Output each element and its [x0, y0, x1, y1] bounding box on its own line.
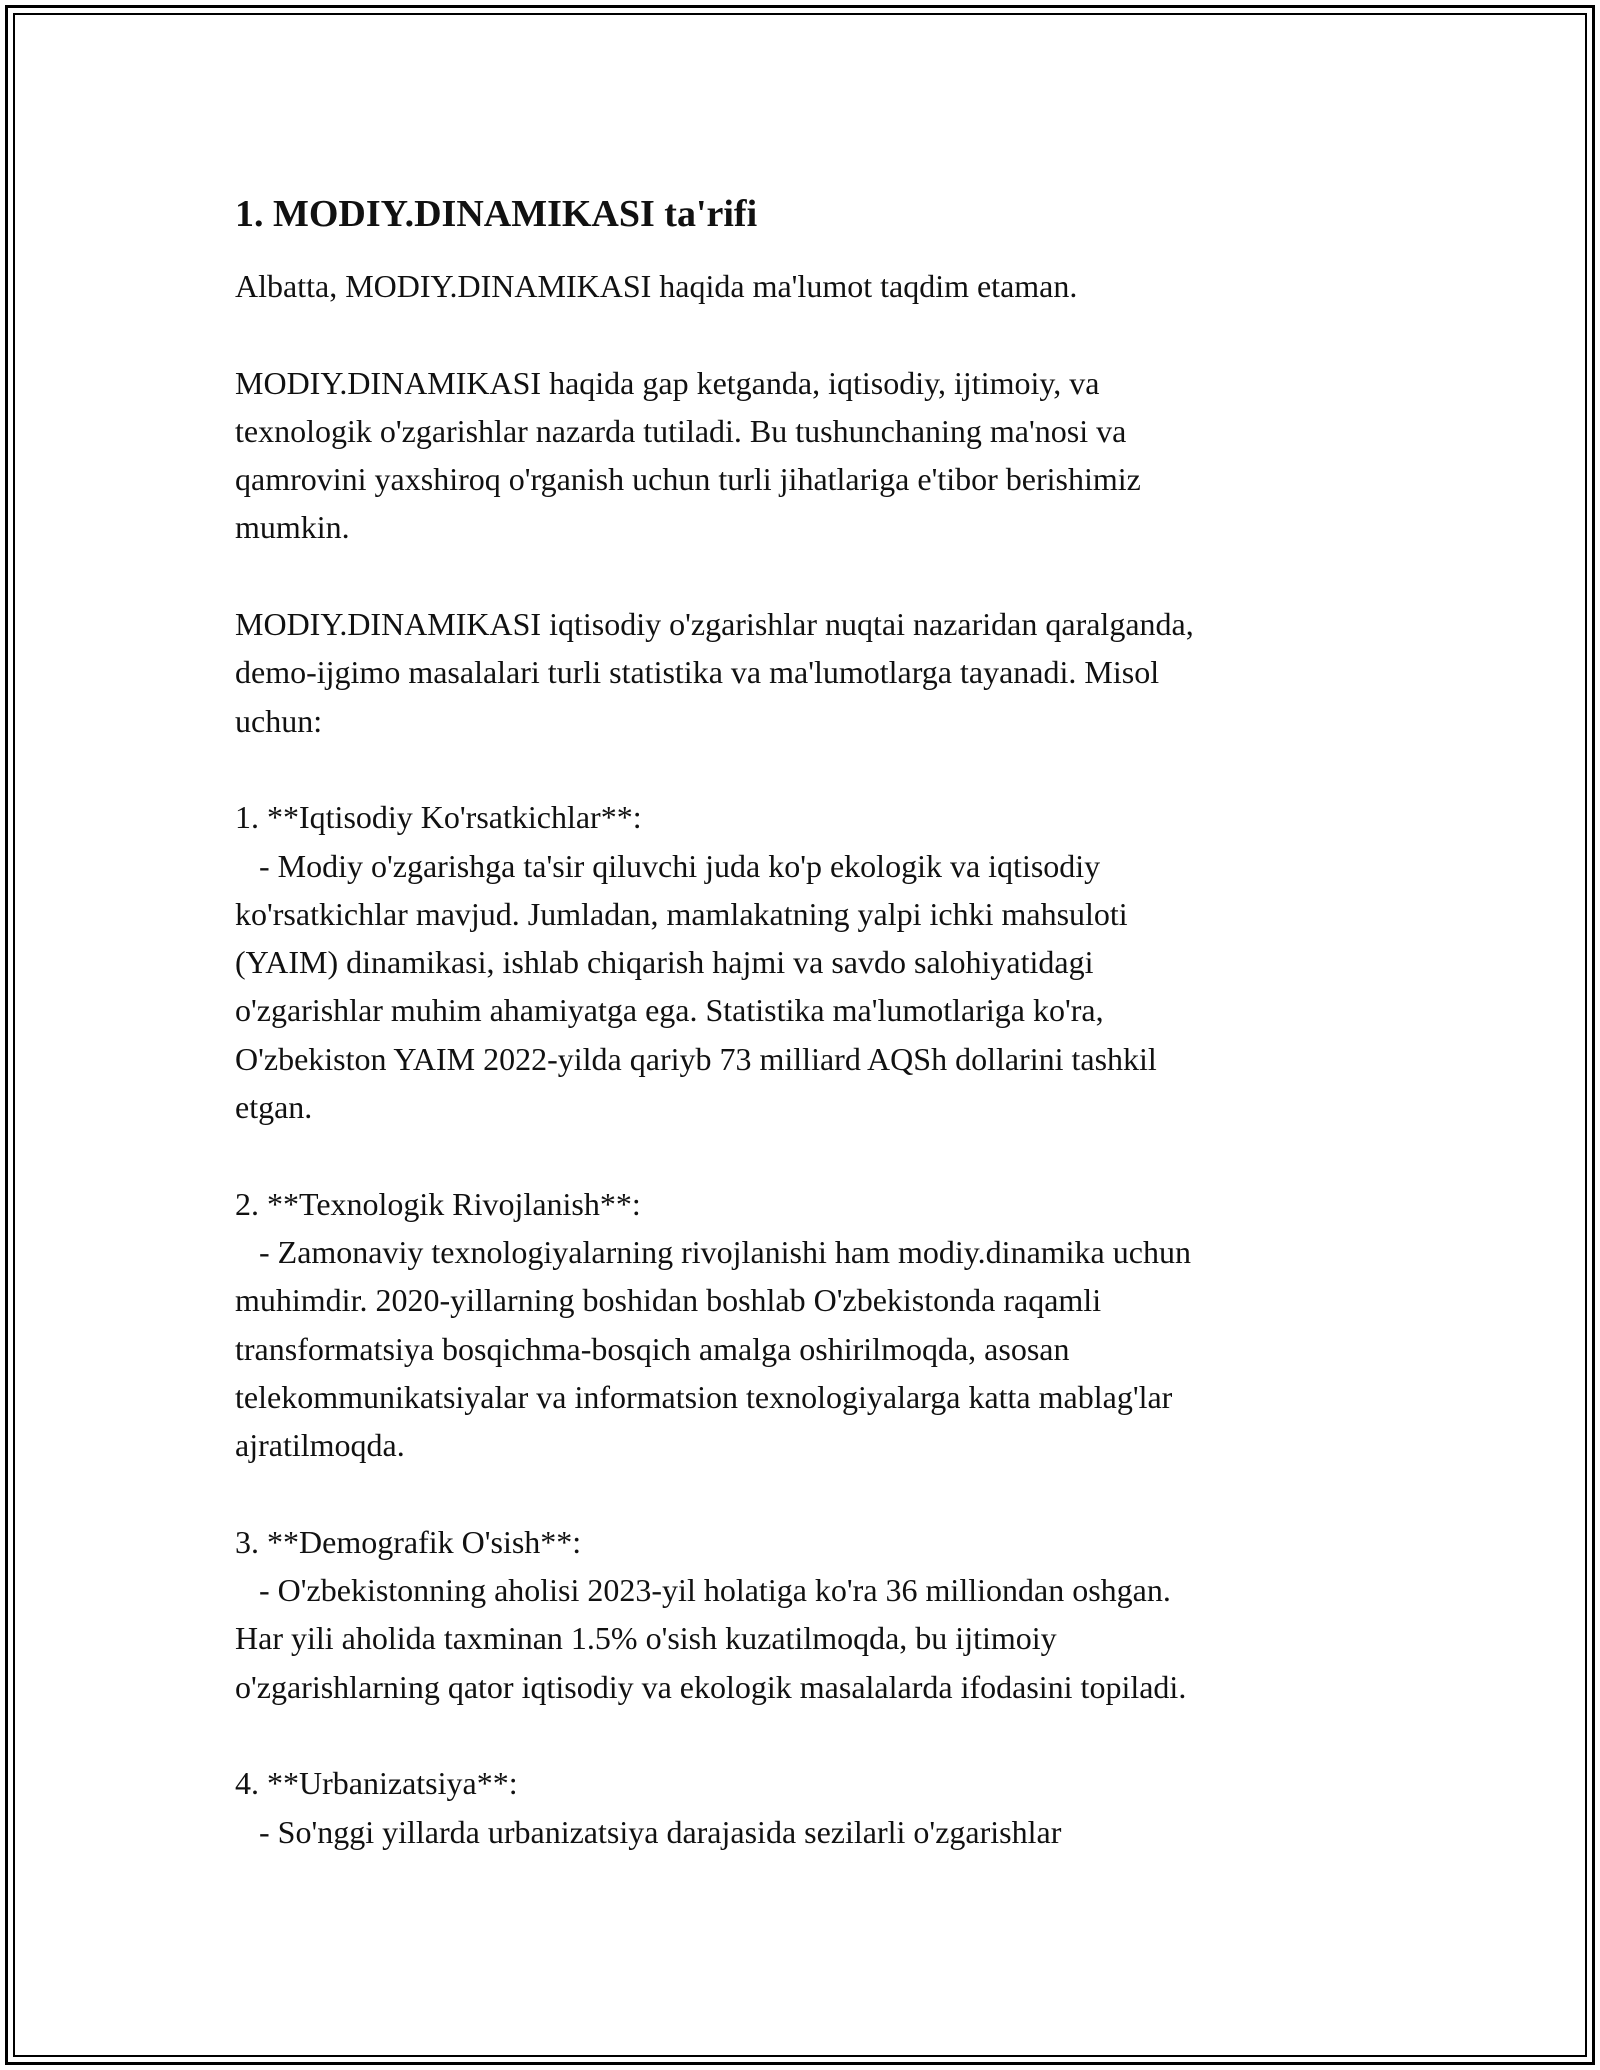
paragraph-spacer — [235, 1711, 1370, 1759]
section-technological-development: 2. **Texnologik Rivojlanish**: - Zamonaviy texnologiyalarning rivojlanishi ham modiy.dinamika uchun muhimdir. 2020-yillarning boshidan boshlab O'zbekistonda raqamli transformatsiya bosqichma-bosqich amalga oshirilmoqda, asosan telekommunikatsiyalar va informatsion texnologiyalarga katta mablag'lar ajratilmoqda. — [235, 1185, 1191, 1464]
paragraph-spacer — [235, 745, 1370, 793]
document-body — [235, 188, 1370, 1856]
section-demographic-growth: 3. **Demografik O'sish**: - O'zbekistonning aholisi 2023-yil holatiga ko'ra 36 milliondan oshgan. Har yili aholida taxminan 1.5% o'sish kuzatilmoqda, bu ijtimoiy o'zgarishlarning qator iqtisodiy va ekologik masalalarda ifodasini topiladi. — [235, 1523, 1187, 1705]
paragraph-economic-view: MODIY.DINAMIKASI iqtisodiy o'zgarishlar nuqtai nazaridan qaralganda, demo-ijgimo masalalari turli statistika va ma'lumotlarga tayanadi. Misol uchun: — [235, 606, 1194, 739]
paragraph-spacer — [235, 310, 1370, 358]
paragraph-definition: MODIY.DINAMIKASI haqida gap ketganda, iqtisodiy, ijtimoiy, va texnologik o'zgarishlar nazarda tutiladi. Bu tushunchaning ma'nosi va qamrovini yaxshiroq o'rganish uchun turli jihatlariga e'tibor berishimiz mumkin. — [235, 364, 1141, 546]
section-economic-indicators: 1. **Iqtisodiy Ko'rsatkichlar**: - Modiy o'zgarishga ta'sir qiluvchi juda ko'p ekologik va iqtisodiy ko'rsatkichlar mavjud. Jumladan, mamlakatning yalpi ichki mahsuloti (YAIM) dinamikasi, ishlab chiqarish hajmi va savdo salohiyatidagi o'zgarishlar muhim ahamiyatga ega. Statistika ma'lumotlariga ko'ra, O'zbekiston YAIM 2022-yilda qariyb 73 milliard AQSh dollarini tashkil etgan. — [235, 799, 1157, 1126]
paragraph-spacer — [235, 1131, 1370, 1179]
document-title: 1. MODIY.DINAMIKASI ta'rifi — [235, 193, 758, 235]
paragraph-spacer — [235, 1469, 1370, 1517]
section-urbanization: 4. **Urbanizatsiya**: - So'nggi yillarda urbanizatsiya darajasida sezilarli o'zgarishlar — [235, 1765, 1062, 1850]
paragraph-spacer — [235, 552, 1370, 600]
intro-paragraph: Albatta, MODIY.DINAMIKASI haqida ma'lumot taqdim etaman. — [235, 268, 1078, 304]
